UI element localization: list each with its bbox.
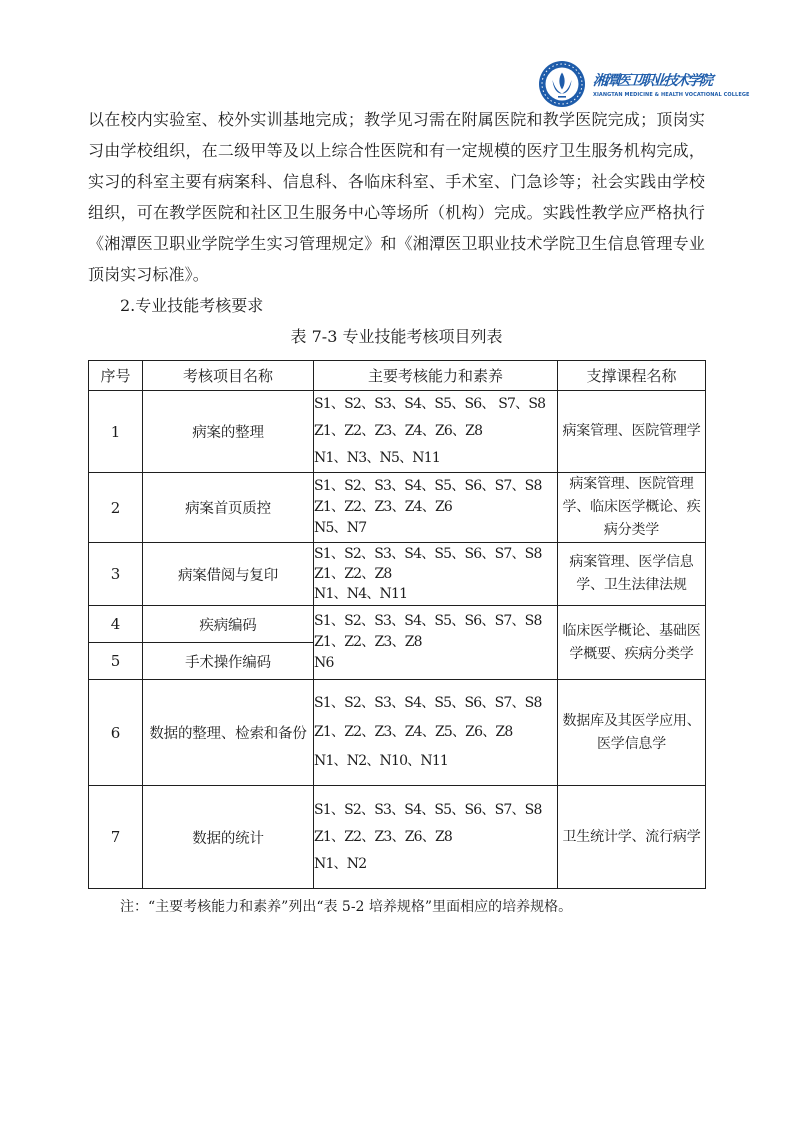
courses-cell: 病案管理、医学信息学、卫生法律法规 xyxy=(558,543,706,606)
row-number-cell: 5 xyxy=(89,643,143,680)
courses-cell: 卫生统计学、流行病学 xyxy=(558,786,706,889)
college-logo xyxy=(538,60,750,108)
ability-line: Z1、Z2、Z3、Z4、Z6 xyxy=(314,499,452,515)
column-header-no: 序号 xyxy=(89,361,143,391)
paragraph-practical-teaching: 以在校内实验室、校外实训基地完成；教学见习需在附属医院和教学医院完成；顶岗实习由学校组织，在二级甲等及以上综合性医院和有一定规模的医疗卫生服务机构完成，实习的科室主要有病案科、信息科、各临床科室、手术室、门急诊等；社会实践由学校组织，可在教学医院和社区卫生服务中心等场所（机构）完成。实践性教学应严格执行《湘潭医卫职业学院学生实习管理规定》和《湘潭医卫职业技术学院卫生信息管理专业顶岗实习标准》。 xyxy=(88,110,705,284)
project-name-cell: 病案借阅与复印 xyxy=(143,543,314,606)
ability-line: N1、N3、N5、N11 xyxy=(314,450,440,466)
ability-line: S1、S2、S3、S4、S5、S6、S7、S8 xyxy=(314,695,542,711)
column-header-abilities: 主要考核能力和素养 xyxy=(314,361,558,391)
column-header-project: 考核项目名称 xyxy=(143,361,314,391)
ability-line: S1、S2、S3、S4、S5、S6、S7、S8 xyxy=(314,613,542,629)
section-heading-skill-assessment: 2.专业技能考核要求 xyxy=(120,296,264,315)
abilities-cell xyxy=(314,786,558,889)
college-seal-icon xyxy=(538,60,586,108)
table-row xyxy=(89,473,706,543)
ability-line: N1、N4、N11 xyxy=(314,586,408,602)
project-name-cell: 数据的整理、检索和备份 xyxy=(143,680,314,786)
ability-line: N6 xyxy=(314,655,334,671)
row-number-cell: 7 xyxy=(89,786,143,889)
project-name-cell: 疾病编码 xyxy=(143,606,314,643)
row-number-cell: 4 xyxy=(89,606,143,643)
college-name-zh: 湘潭医卫职业技术学院 xyxy=(592,73,712,89)
table-row xyxy=(89,391,706,473)
college-name-block xyxy=(593,70,750,98)
table-note: 注：“主要考核能力和素养”列出“表 5-2 培养规格”里面相应的培养规格。 xyxy=(120,899,573,915)
table-row xyxy=(89,680,706,786)
row-number-cell: 1 xyxy=(89,391,143,473)
ability-line: Z1、Z2、Z8 xyxy=(314,566,392,582)
project-name-cell: 病案的整理 xyxy=(143,391,314,473)
row-number-cell: 2 xyxy=(89,473,143,543)
abilities-cell-merged xyxy=(314,606,558,680)
column-header-courses: 支撑课程名称 xyxy=(558,361,706,391)
ability-line: S1、S2、S3、S4、S5、S6、S7、S8 xyxy=(314,546,542,562)
college-name-en: XIANGTAN MEDICINE & HEALTH VOCATIONAL COLLEGE xyxy=(593,92,750,98)
table-caption: 表 7-3 专业技能考核项目列表 xyxy=(290,327,503,346)
abilities-cell xyxy=(314,473,558,543)
table-row xyxy=(89,786,706,889)
ability-line: S1、S2、S3、S4、S5、S6、 S7、S8 xyxy=(314,396,546,412)
courses-cell: 数据库及其医学应用、医学信息学 xyxy=(558,680,706,786)
table-row xyxy=(89,543,706,606)
ability-line: S1、S2、S3、S4、S5、S6、S7、S8 xyxy=(314,478,542,494)
ability-line: Z1、Z2、Z3、Z8 xyxy=(314,634,422,650)
courses-cell-merged: 临床医学概论、基础医学概要、疾病分类学 xyxy=(558,606,706,680)
abilities-cell xyxy=(314,391,558,473)
ability-line: Z1、Z2、Z3、Z4、Z5、Z6、Z8 xyxy=(314,724,513,740)
abilities-cell xyxy=(314,543,558,606)
ability-line: Z1、Z2、Z3、Z6、Z8 xyxy=(314,828,452,845)
courses-cell: 病案管理、医院管理学、临床医学概论、疾病分类学 xyxy=(558,473,706,543)
table-row xyxy=(89,606,706,643)
page-content xyxy=(88,104,705,918)
ability-line: Z1、Z2、Z3、Z4、Z6、Z8 xyxy=(314,423,483,439)
project-name-cell: 数据的统计 xyxy=(143,786,314,889)
skills-assessment-table xyxy=(88,360,706,889)
project-name-cell: 手术操作编码 xyxy=(143,643,314,680)
ability-line: N1、N2、N10、N11 xyxy=(314,753,449,769)
table-header-row xyxy=(89,361,706,391)
abilities-cell xyxy=(314,680,558,786)
ability-line: S1、S2、S3、S4、S5、S6、S7、S8 xyxy=(314,801,542,818)
row-number-cell: 3 xyxy=(89,543,143,606)
row-number-cell: 6 xyxy=(89,680,143,786)
ability-line: N5、N7 xyxy=(314,520,367,536)
ability-line: N1、N2 xyxy=(314,855,367,872)
project-name-cell: 病案首页质控 xyxy=(143,473,314,543)
courses-cell: 病案管理、医院管理学 xyxy=(558,391,706,473)
